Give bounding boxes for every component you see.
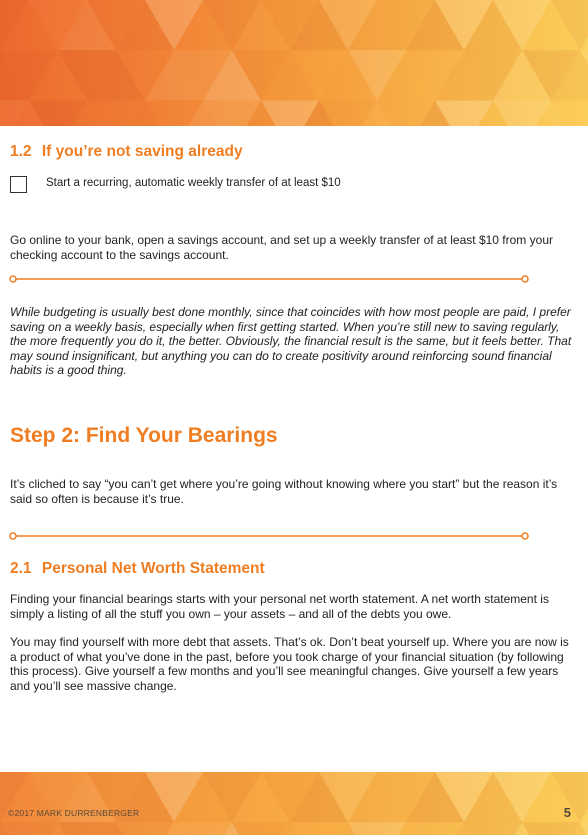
checklist-checkbox[interactable] [10, 176, 27, 193]
page-number: 5 [563, 805, 571, 820]
section-title: Personal Net Worth Statement [41, 560, 265, 577]
section-title: If you’re not saving already [41, 143, 243, 160]
footer-decorative-band [0, 772, 588, 835]
paragraph-bank-setup: Go online to your bank, open a savings account, and set up a weekly transfer of at least $10 from your checking account to the savings account. [10, 233, 553, 262]
paragraph-more-debt: You may find yourself with more debt that assets. That’s ok. Don’t beat yourself up. Where you are now is a product of what you’ve done in the past, before you took charge of your financial situation (by following this process). Give yourself a few months and you’ll see meaningful changes. Give yourself a few years and you’ll see massive change. [10, 635, 569, 693]
footer-copyright: ©2017 MARK DURRENBERGER [8, 808, 140, 818]
paragraph-net-worth: Finding your financial bearings starts with your personal net worth statement. A net worth statement is simply a listing of all the stuff you own – your assets – and all of the debts you owe. [10, 592, 549, 621]
pattern-triangle [348, 822, 406, 835]
step-title: Step 2: Find Your Bearings [10, 424, 278, 447]
pattern-triangle [58, 822, 116, 835]
section-heading-1-2 [10, 143, 243, 161]
pattern-triangle [232, 822, 290, 835]
pattern-triangle [290, 822, 348, 835]
triangle-pattern [0, 772, 588, 835]
pattern-triangle [0, 822, 58, 835]
triangle-pattern [0, 0, 588, 126]
pattern-triangle [406, 822, 464, 835]
step-intro: It’s cliched to say “you can’t get where you’re going without knowing where you start” but the reason it’s said so often is because it’s true. [10, 477, 558, 506]
divider-line [9, 531, 529, 541]
section-number: 1.2 [10, 143, 32, 160]
italic-note: While budgeting is usually best done monthly, since that coincides with how most people are paid, I prefer saving on a weekly basis, especially when first getting started. When you’re still new to saving regularly, the more frequently you do it, the better. Obviously, the financial result is the same, but it feels better. That may sound insignificant, but anything you can do to create positivity around reinforcing sound financial habits is a good thing. [10, 305, 572, 377]
divider-line [9, 274, 529, 284]
pattern-triangle [174, 822, 232, 835]
section-heading-2-1 [10, 560, 265, 578]
section-number: 2.1 [10, 560, 32, 577]
header-decorative-band [0, 0, 588, 126]
pattern-triangle [522, 822, 580, 835]
checklist-item-label: Start a recurring, automatic weekly transfer of at least $10 [46, 177, 341, 189]
pattern-triangle [116, 822, 174, 835]
pattern-triangle [464, 822, 522, 835]
